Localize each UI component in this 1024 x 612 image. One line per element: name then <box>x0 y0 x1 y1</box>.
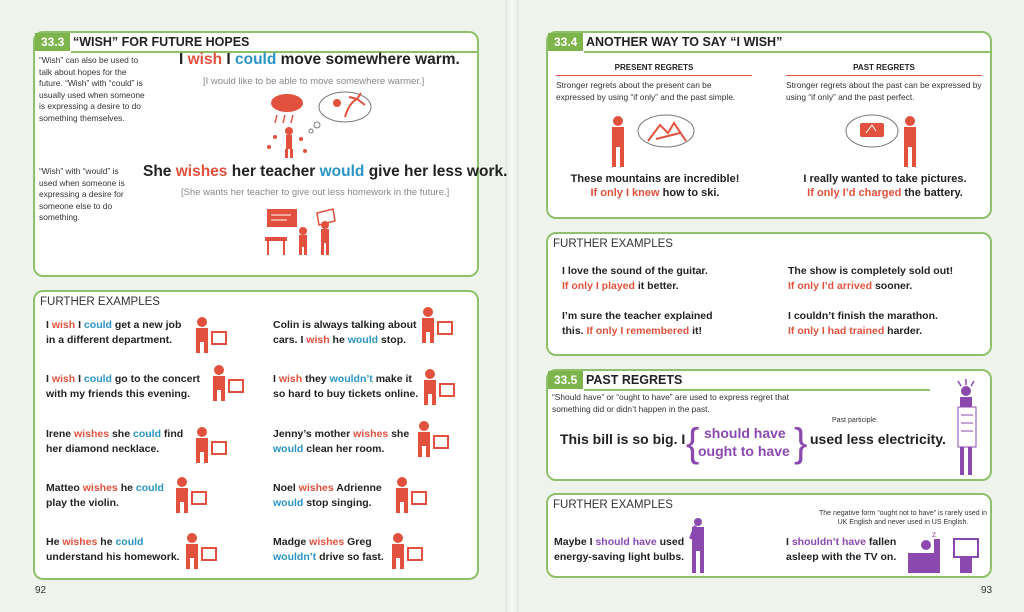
modal-ought-to-have: ought to have <box>698 443 790 459</box>
homework-icon <box>178 530 218 570</box>
lightbulb-icon <box>686 517 710 575</box>
further-example-item: Madge wishes Greg wouldn’t drive so fast. <box>273 536 384 563</box>
further-example-item: Matteo wishes he could play the violin. <box>46 482 164 509</box>
weather-icons <box>265 91 375 159</box>
section-title: PAST REGRETS <box>586 373 683 387</box>
violin-icon <box>168 474 208 514</box>
camera-battery-icon <box>844 113 924 169</box>
rule <box>556 75 752 76</box>
mountain-skier-icon <box>608 113 698 169</box>
example-bill: This bill is so big. I <box>560 431 686 447</box>
negative-form-note: The negative form “ought not to have” is rarely used in UK English and never used in US English. <box>818 510 988 526</box>
past-desc: Stronger regrets about the past can be expressed by using “if only” and the past perfect. <box>786 80 982 102</box>
past-line2: If only I’d charged the battery. <box>807 187 963 199</box>
example-would: She wishes her teacher would give her less work. <box>143 163 508 180</box>
stressed-bills-icon <box>952 377 986 477</box>
further-example-item: I wish I could go to the concert with my friends this evening. <box>46 373 201 400</box>
past-regrets-heading: PAST REGRETS <box>853 63 915 72</box>
car-icon <box>384 530 424 570</box>
past-participle-note: Past participle. <box>832 417 878 424</box>
worker-icon <box>188 314 228 354</box>
further-example-item: Jenny’s mother wishes she would clean her room. <box>273 428 410 455</box>
gloss-could: [I would like to be able to move somewhere warmer.] <box>203 76 425 87</box>
rule <box>786 75 982 76</box>
example-light-bulbs: Maybe I should have used energy-saving light bulbs. <box>554 536 685 563</box>
car-talk-icon <box>414 304 454 344</box>
tv-sleep-icon <box>906 529 986 575</box>
title-rule <box>584 51 990 53</box>
further-label: FURTHER EXAMPLES <box>553 499 673 511</box>
further-example-item: Colin is always talking about cars. I wish he would stop. <box>273 319 417 346</box>
section-33-3 <box>33 31 508 277</box>
present-line1: These mountains are incredible! <box>570 173 740 185</box>
example-show: The show is completely sold out! If only I’d arrived sooner. <box>788 265 954 292</box>
section-title: “WISH” FOR FUTURE HOPES <box>73 35 250 49</box>
further-example-item: I wish I could get a new job in a different department. <box>46 319 182 346</box>
example-tv: I shouldn’t have fallen asleep with the TV on. <box>786 536 897 563</box>
example-guitar: I love the sound of the guitar. If only I played it better. <box>562 265 708 292</box>
section-title: ANOTHER WAY TO SAY “I WISH” <box>586 35 783 49</box>
present-desc: Stronger regrets about the present can be expressed by using “if only” and the past simple. <box>556 80 736 102</box>
page-number-left: 92 <box>35 585 47 596</box>
further-example-item: He wishes he could understand his homework. <box>46 536 180 563</box>
example-could: I wish I could move somewhere warm. <box>179 51 460 68</box>
singing-icon <box>388 474 428 514</box>
page-number-right: 93 <box>981 585 993 596</box>
messy-room-icon <box>410 418 450 458</box>
further-examples-should-have <box>546 493 992 578</box>
section-33-5 <box>546 369 992 481</box>
brace-left: { <box>686 421 700 465</box>
present-regrets-heading: PRESENT REGRETS <box>614 63 694 72</box>
should-have-desc: “Should have” or “ought to have” are used to express regret that something did or didn’t happen in the past. <box>552 392 789 414</box>
example-teacher: I’m sure the teacher explained this. If only I remembered it! <box>562 310 713 337</box>
tickets-icon <box>416 366 456 406</box>
past-line1: I really wanted to take pictures. <box>803 173 967 185</box>
further-label: FURTHER EXAMPLES <box>40 296 160 308</box>
further-examples-if-only <box>546 232 992 356</box>
further-label: FURTHER EXAMPLES <box>553 238 673 250</box>
note-would: “Wish” with “would” is used when someone is expressing a desire for someone else to do something. <box>39 166 125 222</box>
example-marathon: I couldn’t finish the marathon. If only I had trained harder. <box>788 310 938 337</box>
section-number: 33.4 <box>548 33 583 51</box>
further-example-item: Irene wishes she could find her diamond necklace. <box>46 428 184 455</box>
search-icon <box>188 424 228 464</box>
brace-right: } <box>794 421 808 465</box>
present-line2: If only I knew how to ski. <box>590 187 720 199</box>
example-bill-end: used less electricity. <box>810 431 946 447</box>
section-number: 33.5 <box>548 371 583 389</box>
further-example-item: I wish they wouldn’t make it so hard to buy tickets online. <box>273 373 419 400</box>
teacher-icon <box>263 207 343 257</box>
note-could: “Wish” can also be used to talk about hopes for the future. “Wish” with “could” is usually used when someone is expressing a desire to do something themselves. <box>39 55 145 123</box>
section-number: 33.3 <box>35 33 70 51</box>
modal-should-have: should have <box>704 425 786 441</box>
section-33-4 <box>546 31 992 219</box>
title-rule <box>584 389 930 391</box>
svg-text:z: z <box>932 530 936 539</box>
concert-icon <box>205 362 245 402</box>
further-example-item: Noel wishes Adrienne would stop singing. <box>273 482 382 509</box>
gloss-would: [She wants her teacher to give out less homework in the future.] <box>181 187 450 198</box>
book-gutter <box>505 0 519 612</box>
